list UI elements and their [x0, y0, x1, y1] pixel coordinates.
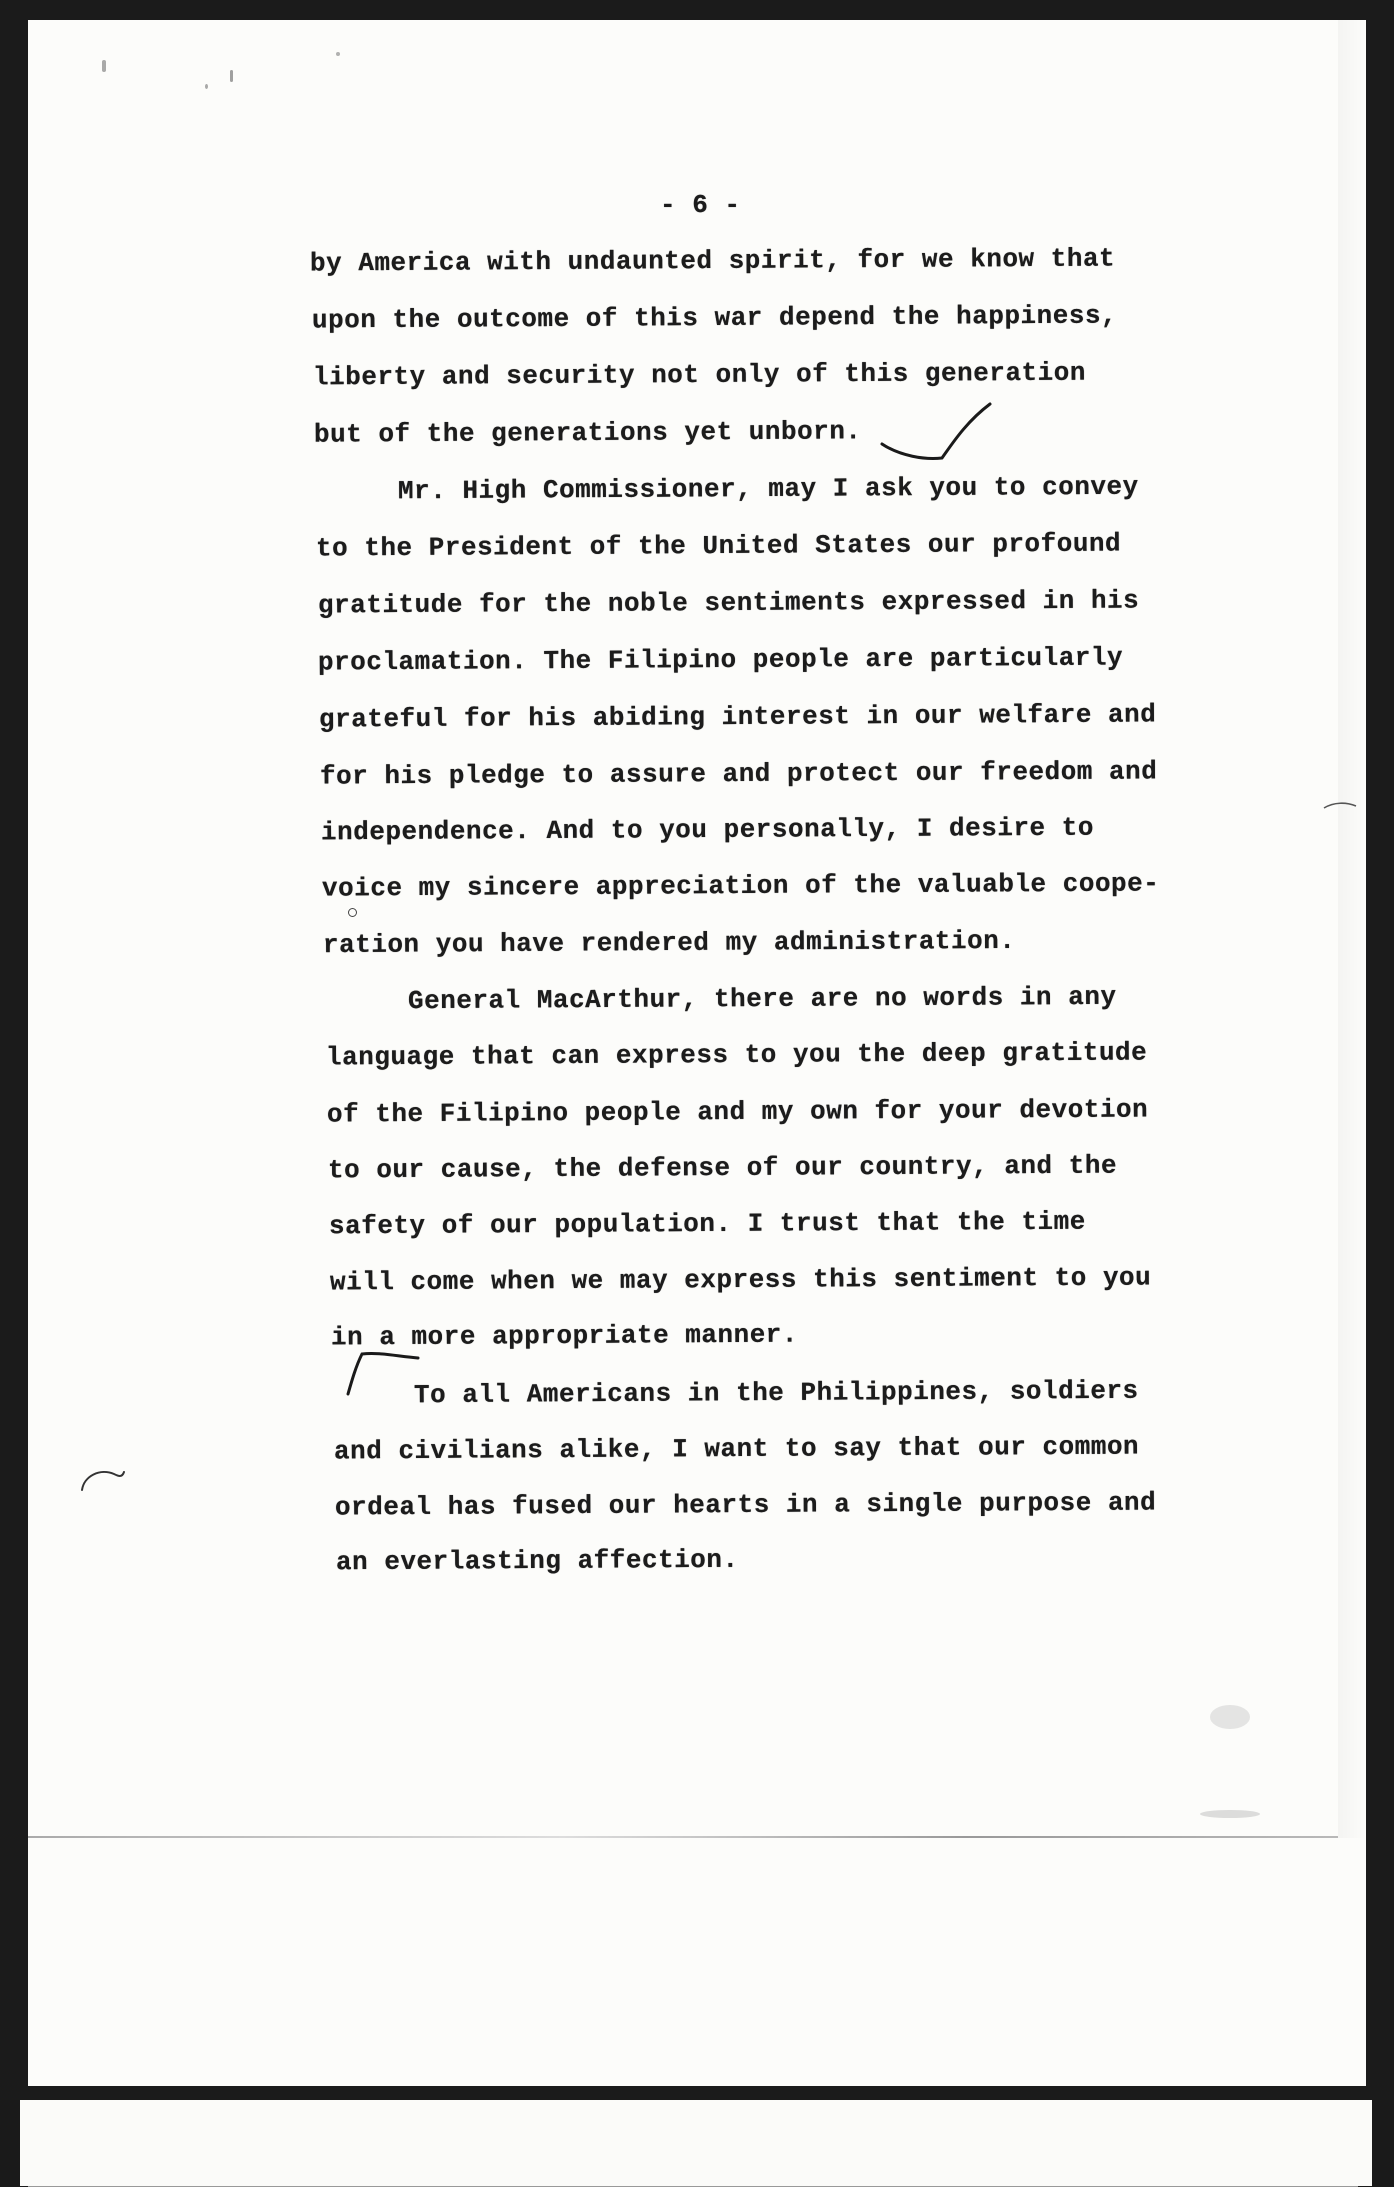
text-line: and civilians alike, I want to say that our common [333, 1431, 1140, 1467]
text-line: an everlasting affection. [335, 1544, 739, 1578]
speck [102, 60, 106, 72]
speck [205, 84, 208, 89]
text-line: language that can express to you the deep gratitude [325, 1037, 1148, 1073]
text-line: proclamation. The Filipino people are particularly [317, 642, 1124, 678]
text-line: liberty and security not only of this generation [312, 357, 1087, 393]
text-line: ration you have rendered my administration. [322, 925, 1016, 961]
pen-bracket-icon [342, 1348, 422, 1398]
text-line: in a more appropriate manner. [330, 1319, 799, 1353]
text-line: voice my sincere appreciation of the valuable coope- [321, 868, 1160, 904]
pen-checkmark-icon [880, 398, 1000, 468]
text-line: independence. And to you personally, I desire to [320, 812, 1095, 848]
text-line: General MacArthur, there are no words in any [407, 981, 1117, 1017]
text-line: will come when we may express this sentiment to you [329, 1262, 1152, 1298]
page-number: - 6 - [660, 190, 741, 220]
upper-sheet-shadow [1338, 20, 1366, 1838]
scan-top-border [0, 0, 1394, 20]
text-line: grateful for his abiding interest in our welfare and [318, 699, 1157, 735]
text-line: safety of our population. I trust that the time [328, 1206, 1086, 1242]
ink-dot [348, 908, 357, 917]
text-line: but of the generations yet unborn. [313, 416, 862, 450]
scan-right-border [1366, 0, 1394, 2100]
text-line: gratitude for the noble sentiments expressed in his [317, 585, 1140, 621]
scan-left-border [0, 0, 28, 2100]
speck [1200, 1810, 1260, 1818]
speck [230, 70, 233, 82]
upper-sheet-fold [28, 1836, 1366, 1838]
text-line: To all Americans in the Philippines, soldiers [413, 1375, 1139, 1411]
text-line: for his pledge to assure and protect our freedom and [319, 756, 1158, 792]
text-line: to our cause, the defense of our country, and the [327, 1150, 1118, 1186]
text-line: upon the outcome of this war depend the happiness, [311, 300, 1118, 336]
text-line: Mr. High Commissioner, may I ask you to convey [397, 471, 1139, 507]
pen-tick-icon [1322, 800, 1358, 812]
text-line: to the President of the United States our profound [315, 528, 1122, 564]
text-line: of the Filipino people and my own for your devotion [326, 1094, 1149, 1130]
speck [336, 52, 340, 56]
speck [1210, 1705, 1250, 1729]
scan-bottom-border [0, 2086, 1394, 2100]
text-line: by America with undaunted spirit, for we know that [309, 243, 1116, 279]
text-line: ordeal has fused our hearts in a single purpose and [334, 1487, 1157, 1523]
pen-margin-mark-icon [78, 1464, 128, 1494]
